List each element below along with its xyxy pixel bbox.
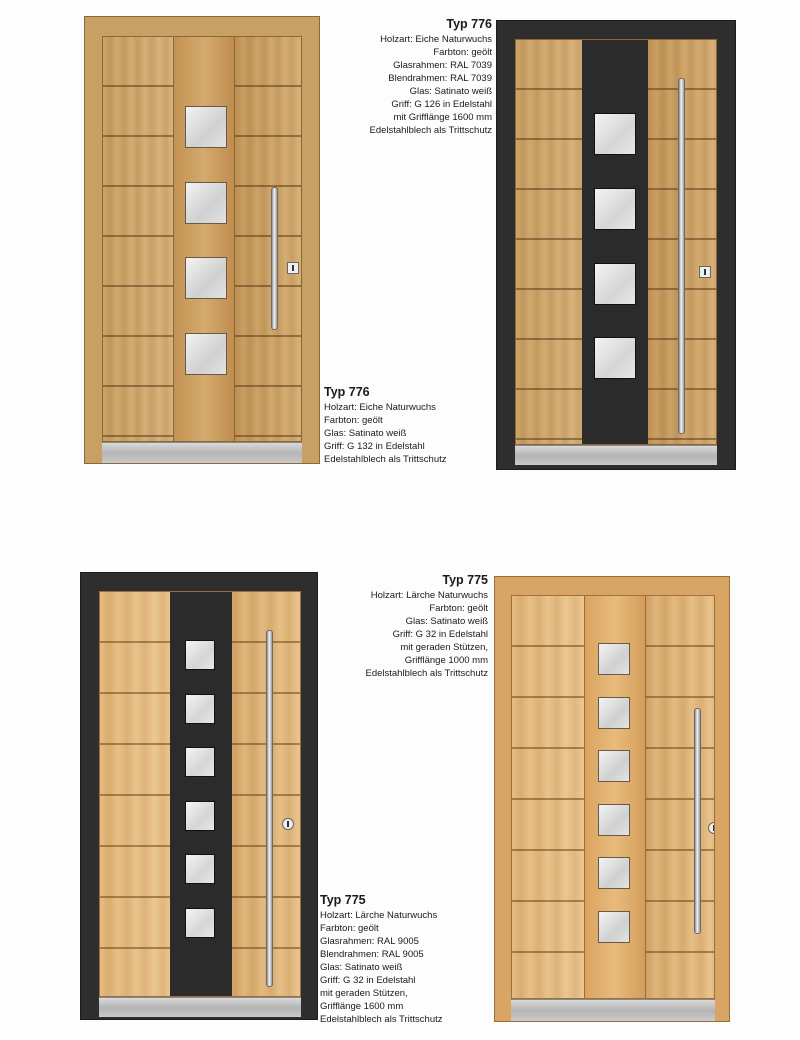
spec-line: Blendrahmen: RAL 9005 — [320, 949, 424, 960]
spec-title: Typ 775 — [320, 893, 366, 907]
glass-pane — [598, 750, 630, 782]
door-image-typ-776-oak — [84, 16, 320, 464]
spec-line: Holzart: Lärche Naturwuchs — [370, 590, 488, 601]
spec-line: Farbton: geölt — [429, 603, 488, 614]
kick-plate — [511, 999, 715, 1021]
glass-pane — [594, 263, 636, 305]
glass-pane — [185, 257, 227, 299]
glass-pane — [185, 747, 215, 777]
bar-handle — [678, 78, 685, 434]
lock-cylinder — [282, 818, 294, 830]
bar-handle — [694, 708, 701, 934]
spec-line: Griff: G 32 in Edelstahl — [320, 975, 416, 986]
glass-pane — [185, 182, 227, 224]
glass-pane — [598, 911, 630, 943]
spec-block-door-2 — [369, 16, 492, 137]
spec-line: Glas: Satinato weiß — [324, 428, 407, 439]
spec-line: Holzart: Lärche Naturwuchs — [320, 910, 438, 921]
door-leaf — [99, 591, 301, 997]
spec-line: Glas: Satinato weiß — [405, 616, 488, 627]
spec-block-door-4 — [365, 572, 488, 680]
spec-line: Edelstahlblech als Trittschutz — [369, 125, 492, 136]
spec-line: Griff: G 126 in Edelstahl — [391, 99, 492, 110]
spec-line: Glas: Satinato weiß — [320, 962, 403, 973]
spec-line: Edelstahlblech als Trittschutz — [320, 1014, 443, 1025]
glass-pane — [185, 694, 215, 724]
spec-block-door-1 — [324, 384, 447, 466]
spec-line: Grifflänge 1000 mm — [404, 655, 488, 666]
glass-pane — [598, 697, 630, 729]
spec-line: Farbton: geölt — [433, 47, 492, 58]
spec-line: Grifflänge 1600 mm — [320, 1001, 404, 1012]
lock-cylinder — [708, 822, 715, 834]
spec-line: Edelstahlblech als Trittschutz — [365, 668, 488, 679]
spec-title: Typ 776 — [446, 17, 492, 31]
spec-line: Farbton: geölt — [324, 415, 383, 426]
spec-line: Glasrahmen: RAL 9005 — [320, 936, 419, 947]
glass-pane — [598, 643, 630, 675]
spec-title: Typ 776 — [324, 385, 370, 399]
spec-line: mit geraden Stützen, — [320, 988, 408, 999]
spec-line: mit Grifflänge 1600 mm — [393, 112, 492, 123]
glass-pane — [598, 804, 630, 836]
center-stile — [582, 39, 648, 445]
door-image-typ-776-grey — [496, 20, 736, 470]
spec-line: Griff: G 132 in Edelstahl — [324, 441, 425, 452]
glass-pane — [185, 106, 227, 148]
glass-pane — [185, 801, 215, 831]
glass-pane — [594, 337, 636, 379]
spec-title: Typ 775 — [442, 573, 488, 587]
bar-handle — [271, 187, 278, 330]
glass-pane — [594, 188, 636, 230]
kick-plate — [102, 442, 302, 463]
glass-pane — [598, 857, 630, 889]
door-image-typ-775-black — [80, 572, 318, 1020]
spec-line: mit geraden Stützen, — [400, 642, 488, 653]
spec-block-door-3 — [320, 892, 443, 1026]
glass-pane — [185, 333, 227, 375]
spec-line: Holzart: Eiche Naturwuchs — [324, 402, 436, 413]
spec-line: Farbton: geölt — [320, 923, 379, 934]
glass-pane — [185, 854, 215, 884]
spec-line: Griff: G 32 in Edelstahl — [392, 629, 488, 640]
bar-handle — [266, 630, 273, 987]
door-leaf — [102, 36, 302, 442]
lock-cylinder — [699, 266, 711, 278]
spec-line: Edelstahlblech als Trittschutz — [324, 454, 447, 465]
spec-line: Glasrahmen: RAL 7039 — [393, 60, 492, 71]
spec-line: Holzart: Eiche Naturwuchs — [380, 34, 492, 45]
center-stile — [173, 36, 235, 442]
kick-plate — [99, 997, 301, 1017]
glass-pane — [185, 908, 215, 938]
lock-cylinder — [287, 262, 299, 274]
glass-pane — [185, 640, 215, 670]
glass-pane — [594, 113, 636, 155]
spec-line: Glas: Satinato weiß — [409, 86, 492, 97]
door-image-typ-775-larch — [494, 576, 730, 1022]
door-leaf — [515, 39, 717, 445]
kick-plate — [515, 445, 717, 465]
spec-line: Blendrahmen: RAL 7039 — [388, 73, 492, 84]
door-leaf — [511, 595, 715, 999]
